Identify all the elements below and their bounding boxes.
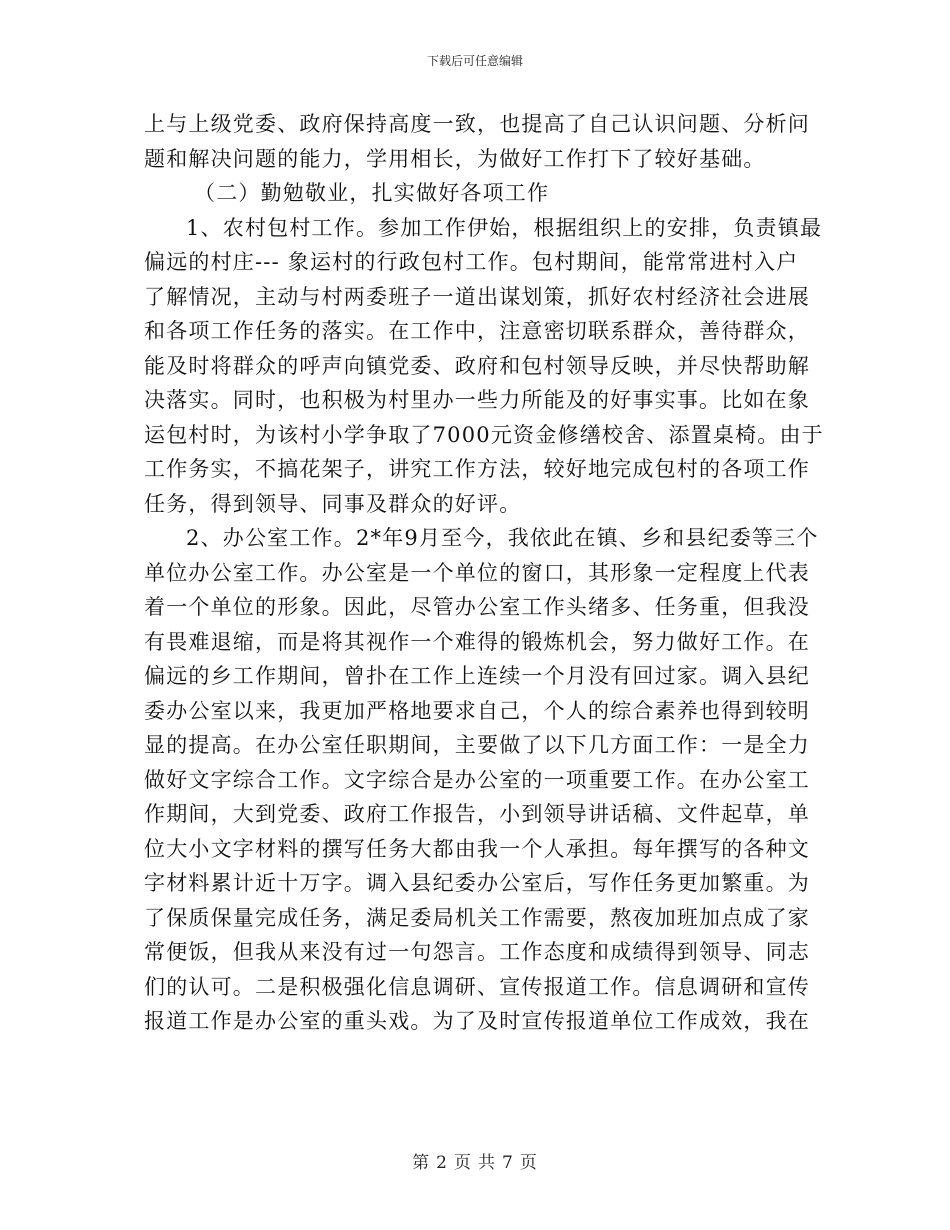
- text-line: 们的认可。二是积极强化信息调研、宣传报道工作。信息调研和宣传: [144, 974, 810, 999]
- text-line: 常便饭，但我从来没有过一句怨言。工作态度和成绩得到领导、同志: [144, 940, 810, 964]
- total-pages: 7: [502, 1153, 514, 1173]
- page-footer: [0, 1152, 950, 1174]
- text-line: 了保质保量完成任务，满足委局机关工作需要，熬夜加班加点成了家: [144, 905, 810, 930]
- text-line: 运包村时，为该村小学争取了7000元资金修缮校舍、添置桌椅。由于: [144, 422, 824, 447]
- text-line: 做好文字综合工作。文字综合是办公室的一项重要工作。在办公室工: [144, 767, 810, 792]
- text-line: 单位办公室工作。办公室是一个单位的窗口，其形象一定程度上代表: [144, 560, 810, 585]
- text-line: 偏远的乡工作期间，曾扑在工作上连续一个月没有回过家。调入县纪: [144, 664, 810, 688]
- paragraph-start: 1、农村包村工作。参加工作伊始，根据组织上的安排，负责镇最: [186, 215, 823, 240]
- text-line: 作期间，大到党委、政府工作报告，小到领导讲话稿、文件起草，单: [144, 802, 810, 826]
- text-line: 着一个单位的形象。因此，尽管办公室工作头绪多、任务重，但我没: [144, 595, 810, 619]
- text-line: 任务，得到领导、同事及群众的好评。: [144, 491, 522, 516]
- text-line: 能及时将群众的呼声向镇党委、政府和包村领导反映，并尽快帮助解: [144, 353, 810, 378]
- footer-prefix: 第: [412, 1153, 431, 1173]
- page-header: 下载后可任意编辑: [426, 54, 523, 68]
- footer-total-unit: 页: [519, 1153, 538, 1173]
- text-line: 决落实。同时，也积极为村里办一些力所能及的好事实事。比如在象: [144, 388, 810, 412]
- page-number: 2: [436, 1153, 448, 1173]
- text-line: 上与上级党委、政府保持高度一致，也提高了自己认识问题、分析问: [144, 112, 810, 136]
- text-line: 工作务实，不搞花架子，讲究工作方法，较好地完成包村的各项工作: [144, 457, 810, 481]
- text-line: 报道工作是办公室的重头戏。为了及时宣传报道单位工作成效，我在: [144, 1009, 810, 1033]
- text-line: 委办公室以来，我更加严格地要求自己，个人的综合素养也得到较明: [144, 698, 810, 723]
- document-body: [144, 107, 824, 1039]
- text-line: 位大小文字材料的撰写任务大都由我一个人承担。每年撰写的各种文: [144, 836, 810, 861]
- footer-page-unit: 页: [454, 1153, 472, 1173]
- text-line: 有畏难退缩，而是将其视作一个难得的锻炼机会，努力做好工作。在: [144, 629, 810, 654]
- paragraph-start: 2、办公室工作。2*年9月至今，我依此在镇、乡和县纪委等三个: [186, 526, 819, 550]
- text-line: 显的提高。在办公室任职期间，主要做了以下几方面工作：一是全力: [144, 733, 810, 757]
- text-line: 了解情况，主动与村两委班子一道出谋划策，抓好农村经济社会进展: [144, 284, 810, 309]
- text-line: 字材料累计近十万字。调入县纪委办公室后，写作任务更加繁重。为: [144, 871, 810, 895]
- footer-total-prefix: 共: [478, 1153, 496, 1173]
- section-heading: （二）勤勉敬业，扎实做好各项工作: [194, 181, 550, 205]
- text-line: 和各项工作任务的落实。在工作中，注意密切联系群众，善待群众，: [144, 319, 810, 343]
- text-line: 偏远的村庄--- 象运村的行政包村工作。包村期间，能常常进村入户: [144, 250, 799, 274]
- text-line: 题和解决问题的能力，学用相长，为做好工作打下了较好基础。: [144, 146, 766, 171]
